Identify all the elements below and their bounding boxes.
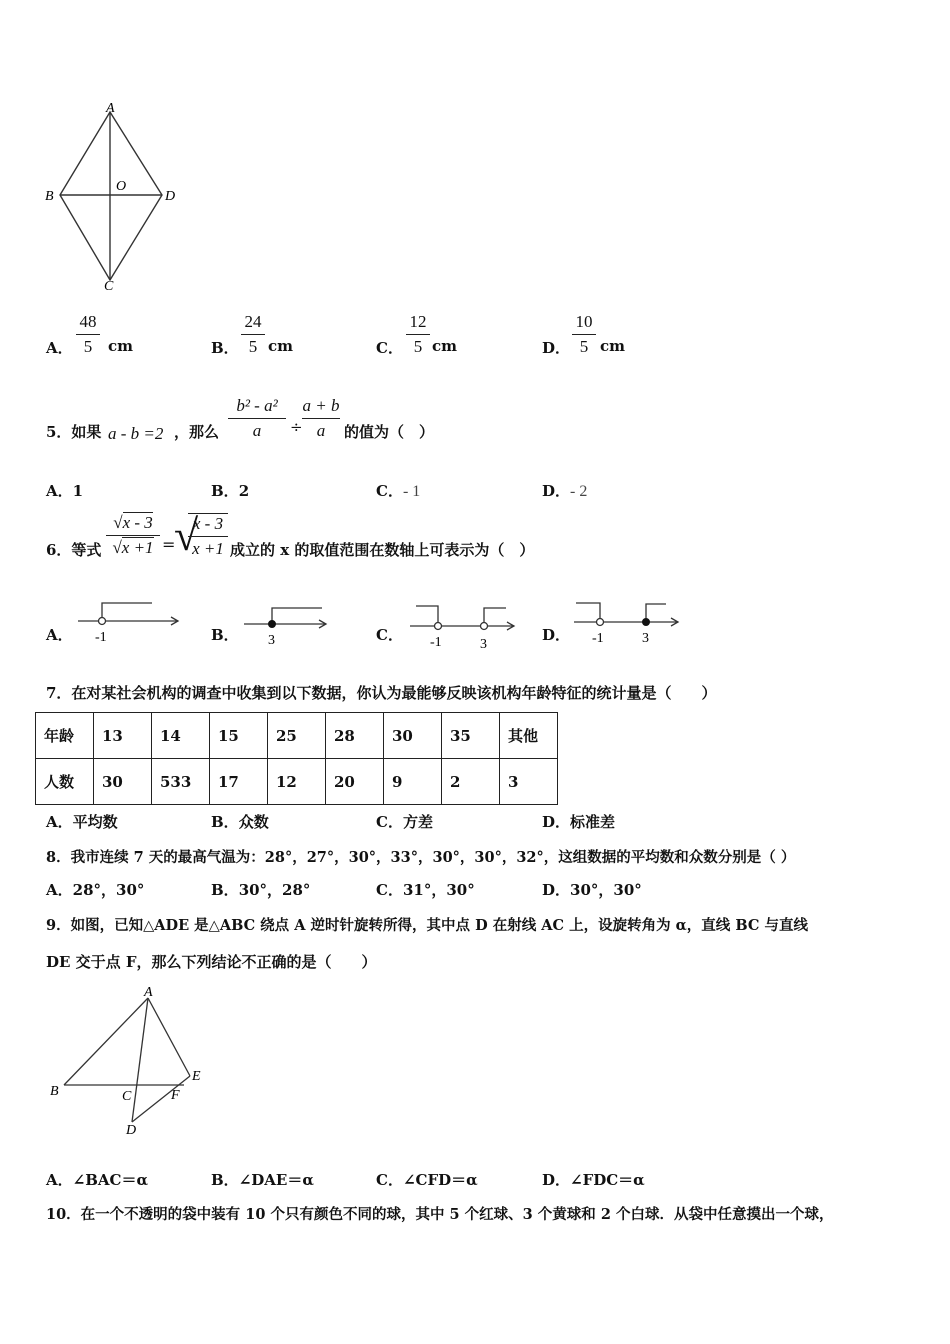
label-d: D bbox=[126, 1123, 137, 1138]
table-cell: 17 bbox=[210, 759, 268, 805]
q4-option-b-unit: cm bbox=[268, 337, 294, 355]
q7-option-a[interactable]: A．平均数 bbox=[46, 813, 118, 831]
table-cell: 人数 bbox=[36, 759, 94, 805]
q4-option-c-letter[interactable]: C． bbox=[376, 339, 403, 357]
q7-data-table bbox=[35, 712, 558, 805]
q4-option-a-letter[interactable]: A． bbox=[46, 339, 73, 357]
q6-option-a-numberline[interactable] bbox=[78, 598, 188, 648]
q9-option-a[interactable]: A．∠BAC＝α bbox=[46, 1171, 149, 1189]
q8-option-d[interactable]: D．30°，30° bbox=[542, 881, 642, 899]
q5-option-b[interactable]: B．2 bbox=[211, 482, 250, 500]
q7-question: 7．在对某社会机构的调查中收集到以下数据，你认为最能够反映该机构年龄特征的统计量是（ ） bbox=[46, 684, 717, 702]
q6-equals: = bbox=[162, 535, 176, 554]
tick-label: -1 bbox=[430, 635, 442, 650]
q4-option-d-letter[interactable]: D． bbox=[542, 339, 571, 357]
q9-option-b[interactable]: B．∠DAE＝α bbox=[211, 1171, 314, 1189]
table-cell: 12 bbox=[268, 759, 326, 805]
filled-dot bbox=[643, 619, 650, 626]
q5-option-c[interactable]: C．- 1 bbox=[376, 482, 421, 500]
q4-option-a-unit: cm bbox=[108, 337, 134, 355]
tick-label: -1 bbox=[592, 631, 604, 646]
q9-question-line1: 9．如图，已知△ADE 是△ABC 绕点 A 逆时针旋转所得，其中点 D 在射线 AC 上，设旋转角为 α，直线 BC 与直线 bbox=[46, 917, 808, 934]
q5-option-a[interactable]: A．1 bbox=[46, 482, 84, 500]
q9-option-d[interactable]: D．∠FDC＝α bbox=[542, 1171, 645, 1189]
tick-label: 3 bbox=[642, 631, 649, 646]
rotation-figure bbox=[44, 982, 214, 1142]
q6-option-a-letter[interactable]: A． bbox=[46, 626, 73, 644]
table-cell: 25 bbox=[268, 713, 326, 759]
q5-prefix: 5．如果 bbox=[46, 423, 102, 441]
q5-option-d[interactable]: D．- 2 bbox=[542, 482, 588, 500]
table-cell: 30 bbox=[94, 759, 152, 805]
q6-suffix: 成立的 x 的取值范围在数轴上可表示为（ ） bbox=[230, 541, 535, 559]
q6-option-d-numberline[interactable] bbox=[574, 598, 684, 648]
q6-option-d-letter[interactable]: D． bbox=[542, 626, 571, 644]
q8-option-c[interactable]: C．31°，30° bbox=[376, 881, 475, 899]
q7-option-d[interactable]: D．标准差 bbox=[542, 813, 616, 831]
table-cell: 20 bbox=[326, 759, 384, 805]
label-b: B bbox=[50, 1084, 59, 1099]
q6-option-c-letter[interactable]: C． bbox=[376, 626, 403, 644]
rhombus-figure bbox=[40, 100, 190, 295]
q9-question-line2: DE 交于点 F，那么下列结论不正确的是（ ） bbox=[46, 953, 377, 971]
q5-mid: ，那么 bbox=[174, 423, 220, 441]
table-row bbox=[36, 713, 558, 759]
open-dot bbox=[481, 623, 488, 630]
table-cell: 533 bbox=[152, 759, 210, 805]
label-d: D bbox=[165, 189, 176, 204]
table-cell: 3 bbox=[500, 759, 558, 805]
filled-dot bbox=[269, 621, 276, 628]
q5-condition: a - b =2 bbox=[108, 424, 164, 443]
q8-option-b[interactable]: B．30°，28° bbox=[211, 881, 311, 899]
label-o: O bbox=[116, 179, 127, 194]
table-cell: 35 bbox=[442, 713, 500, 759]
q6-radical-sign: √ bbox=[174, 511, 199, 560]
q4-option-c-fraction: 12 5 bbox=[406, 312, 430, 357]
segment-de bbox=[132, 1076, 190, 1122]
table-cell: 其他 bbox=[500, 713, 558, 759]
q6-lhs-fraction: √x - 3 √x +1 bbox=[106, 513, 160, 558]
q5-fraction-2: a + b a bbox=[302, 396, 340, 440]
table-cell: 30 bbox=[384, 713, 442, 759]
rhombus-outline bbox=[60, 112, 162, 280]
q9-option-c[interactable]: C．∠CFD＝α bbox=[376, 1171, 478, 1189]
segment-ab bbox=[64, 998, 148, 1085]
q6-option-b-numberline[interactable] bbox=[244, 598, 334, 648]
label-b: B bbox=[45, 189, 54, 204]
label-a: A bbox=[144, 985, 153, 1000]
q5-suffix: 的值为（ ） bbox=[344, 423, 435, 441]
q4-option-c-unit: cm bbox=[432, 337, 458, 355]
label-a: A bbox=[106, 101, 115, 116]
q6-option-c-numberline[interactable] bbox=[410, 598, 520, 650]
tick-label: -1 bbox=[95, 630, 107, 645]
q10-question: 10．在一个不透明的袋中装有 10 个只有颜色不同的球，其中 5 个红球、3 个黄球和 2 个白球．从袋中任意摸出一个球， bbox=[46, 1206, 834, 1223]
q6-prefix: 6．等式 bbox=[46, 541, 102, 559]
q4-option-d-fraction: 10 5 bbox=[572, 312, 596, 357]
q4-option-b-fraction: 24 5 bbox=[241, 312, 265, 357]
open-dot bbox=[435, 623, 442, 630]
label-f: F bbox=[171, 1088, 180, 1103]
label-e: E bbox=[192, 1069, 201, 1084]
table-cell: 13 bbox=[94, 713, 152, 759]
table-cell: 年龄 bbox=[36, 713, 94, 759]
label-c: C bbox=[104, 279, 114, 294]
table-cell: 28 bbox=[326, 713, 384, 759]
table-row bbox=[36, 759, 558, 805]
table-cell: 9 bbox=[384, 759, 442, 805]
tick-label: 3 bbox=[480, 637, 487, 652]
open-dot bbox=[99, 618, 106, 625]
q5-fraction-1: b² - a² a bbox=[228, 396, 286, 441]
q4-option-b-letter[interactable]: B． bbox=[211, 339, 239, 357]
table-cell: 14 bbox=[152, 713, 210, 759]
segment-ae bbox=[148, 998, 190, 1076]
label-c: C bbox=[122, 1089, 132, 1104]
table-cell: 15 bbox=[210, 713, 268, 759]
q6-rhs-fraction: x - 3 x +1 bbox=[188, 513, 228, 559]
q4-option-d-unit: cm bbox=[600, 337, 626, 355]
q7-option-c[interactable]: C．方差 bbox=[376, 813, 433, 831]
q7-option-b[interactable]: B．众数 bbox=[211, 813, 269, 831]
q8-question: 8．我市连续 7 天的最高气温为：28°，27°，30°，33°，30°，30°，32°，这组数据的平均数和众数分别是（ ） bbox=[46, 849, 796, 866]
q6-option-b-letter[interactable]: B． bbox=[211, 626, 239, 644]
open-dot bbox=[597, 619, 604, 626]
tick-label: 3 bbox=[268, 633, 275, 648]
q8-option-a[interactable]: A．28°，30° bbox=[46, 881, 145, 899]
q5-divide-sign: ÷ bbox=[290, 418, 303, 436]
q4-option-a-fraction: 48 5 bbox=[76, 312, 100, 357]
segment-ad bbox=[132, 998, 148, 1122]
table-cell: 2 bbox=[442, 759, 500, 805]
